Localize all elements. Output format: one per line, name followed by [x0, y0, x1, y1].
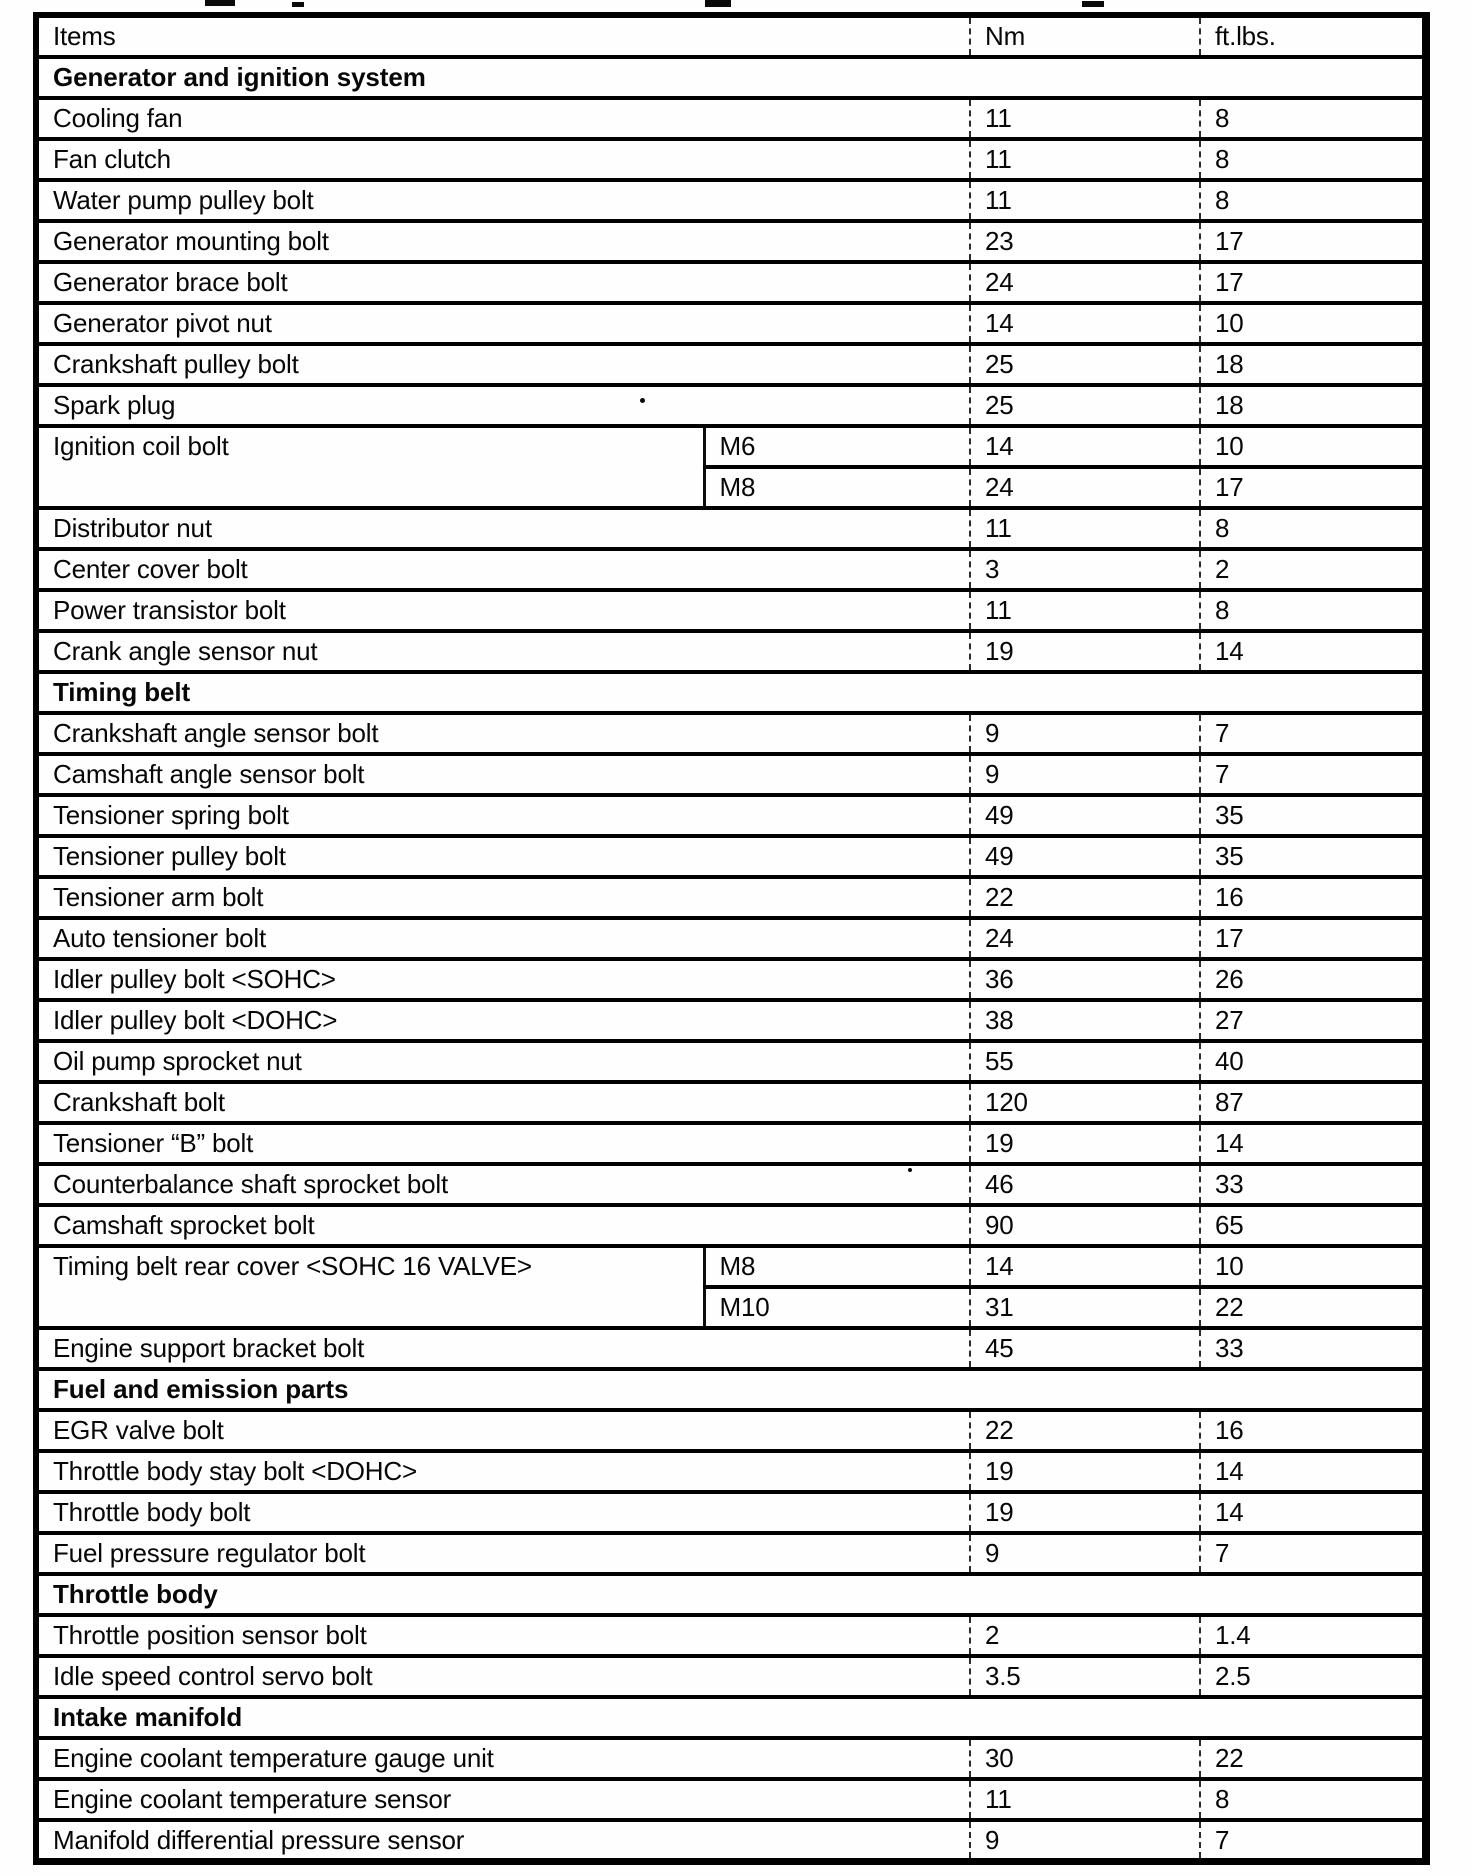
nm-cell: 90 [970, 1205, 1200, 1246]
ftlbs-cell: 18 [1200, 385, 1426, 426]
nm-cell: 30 [970, 1738, 1200, 1779]
table-row [36, 262, 1426, 303]
ftlbs-cell: 8 [1200, 139, 1426, 180]
ftlbs-cell: 2 [1200, 549, 1426, 590]
nm-cell: 49 [970, 836, 1200, 877]
nm-cell: 19 [970, 1451, 1200, 1492]
item-cell: Water pump pulley bolt [36, 180, 970, 221]
column-header-ftlbs: ft.lbs. [1200, 15, 1426, 57]
section-row [36, 672, 1426, 713]
section-row [36, 1697, 1426, 1738]
table-row [36, 1328, 1426, 1369]
table-row [36, 1246, 1426, 1287]
nm-cell: 9 [970, 713, 1200, 754]
item-cell: Cooling fan [36, 98, 970, 139]
ftlbs-cell: 17 [1200, 467, 1426, 508]
section-row [36, 57, 1426, 98]
table-header [36, 15, 1426, 57]
section-title: Fuel and emission parts [36, 1369, 1426, 1410]
nm-cell: 11 [970, 139, 1200, 180]
table-row [36, 795, 1426, 836]
ftlbs-cell: 17 [1200, 262, 1426, 303]
ftlbs-cell: 14 [1200, 1123, 1426, 1164]
sub-size-cell: M8 [704, 1246, 970, 1287]
table-row [36, 1410, 1426, 1451]
ftlbs-cell: 18 [1200, 344, 1426, 385]
table-row [36, 508, 1426, 549]
item-cell: Crankshaft angle sensor bolt [36, 713, 970, 754]
item-cell: Engine coolant temperature sensor [36, 1779, 970, 1820]
section-title: Timing belt [36, 672, 1426, 713]
scan-artifact [1082, 1, 1104, 7]
item-cell: Crankshaft bolt [36, 1082, 970, 1123]
nm-cell: 36 [970, 959, 1200, 1000]
table-row [36, 1738, 1426, 1779]
scan-artifact [292, 2, 304, 7]
table-row [36, 877, 1426, 918]
ftlbs-cell: 8 [1200, 180, 1426, 221]
item-cell: Generator brace bolt [36, 262, 970, 303]
table-row [36, 1779, 1426, 1820]
table-row [36, 180, 1426, 221]
header-row [36, 15, 1426, 57]
ftlbs-cell: 33 [1200, 1328, 1426, 1369]
nm-cell: 11 [970, 590, 1200, 631]
ftlbs-cell: 10 [1200, 1246, 1426, 1287]
table-row [36, 590, 1426, 631]
item-cell: Idle speed control servo bolt [36, 1656, 970, 1697]
nm-cell: 19 [970, 631, 1200, 672]
table-row [36, 1041, 1426, 1082]
nm-cell: 3 [970, 549, 1200, 590]
item-cell: Crankshaft pulley bolt [36, 344, 970, 385]
table-row [36, 918, 1426, 959]
section-title: Throttle body [36, 1574, 1426, 1615]
ftlbs-cell: 22 [1200, 1738, 1426, 1779]
item-cell: EGR valve bolt [36, 1410, 970, 1451]
item-cell: Auto tensioner bolt [36, 918, 970, 959]
item-cell: Crank angle sensor nut [36, 631, 970, 672]
nm-cell: 25 [970, 344, 1200, 385]
table-row [36, 836, 1426, 877]
table-row [36, 1656, 1426, 1697]
table-row [36, 385, 1426, 426]
ftlbs-cell: 35 [1200, 795, 1426, 836]
ftlbs-cell: 10 [1200, 303, 1426, 344]
ftlbs-cell: 2.5 [1200, 1656, 1426, 1697]
item-cell: Tensioner spring bolt [36, 795, 970, 836]
ftlbs-cell: 65 [1200, 1205, 1426, 1246]
ftlbs-cell: 27 [1200, 1000, 1426, 1041]
ftlbs-cell: 16 [1200, 1410, 1426, 1451]
ftlbs-cell: 40 [1200, 1041, 1426, 1082]
nm-cell: 38 [970, 1000, 1200, 1041]
nm-cell: 25 [970, 385, 1200, 426]
item-cell: Idler pulley bolt <SOHC> [36, 959, 970, 1000]
table-row [36, 344, 1426, 385]
item-cell: Generator pivot nut [36, 303, 970, 344]
table-row [36, 1615, 1426, 1656]
torque-spec-table [33, 12, 1430, 1865]
item-cell: Distributor nut [36, 508, 970, 549]
item-cell: Center cover bolt [36, 549, 970, 590]
nm-cell: 9 [970, 754, 1200, 795]
section-title: Generator and ignition system [36, 57, 1426, 98]
nm-cell: 11 [970, 508, 1200, 549]
nm-cell: 24 [970, 467, 1200, 508]
column-header-items: Items [53, 21, 116, 51]
nm-cell: 11 [970, 1779, 1200, 1820]
table-row [36, 1205, 1426, 1246]
item-cell: Spark plug [36, 385, 970, 426]
sub-size-cell: M6 [704, 426, 970, 467]
nm-cell: 14 [970, 303, 1200, 344]
item-cell: Counterbalance shaft sprocket bolt [36, 1164, 970, 1205]
item-cell: Engine support bracket bolt [36, 1328, 970, 1369]
item-cell: Fuel pressure regulator bolt [36, 1533, 970, 1574]
item-cell: Generator mounting bolt [36, 221, 970, 262]
sub-size-cell: M8 [704, 467, 970, 508]
item-cell: Idler pulley bolt <DOHC> [36, 1000, 970, 1041]
ftlbs-cell: 14 [1200, 631, 1426, 672]
item-cell: Ignition coil bolt [36, 426, 704, 508]
table-row [36, 1000, 1426, 1041]
nm-cell: 23 [970, 221, 1200, 262]
item-cell: Engine coolant temperature gauge unit [36, 1738, 970, 1779]
table-row [36, 631, 1426, 672]
table-row [36, 1451, 1426, 1492]
ftlbs-cell: 87 [1200, 1082, 1426, 1123]
item-cell: Throttle body bolt [36, 1492, 970, 1533]
ftlbs-cell: 7 [1200, 754, 1426, 795]
table-row [36, 1123, 1426, 1164]
section-row [36, 1574, 1426, 1615]
table-row [36, 754, 1426, 795]
table-row [36, 426, 1426, 467]
item-cell: Throttle body stay bolt <DOHC> [36, 1451, 970, 1492]
ftlbs-cell: 8 [1200, 1779, 1426, 1820]
nm-cell: 120 [970, 1082, 1200, 1123]
item-cell: Camshaft angle sensor bolt [36, 754, 970, 795]
nm-cell: 55 [970, 1041, 1200, 1082]
ftlbs-cell: 1.4 [1200, 1615, 1426, 1656]
table-row [36, 549, 1426, 590]
ftlbs-cell: 10 [1200, 426, 1426, 467]
ftlbs-cell: 8 [1200, 508, 1426, 549]
nm-cell: 22 [970, 1410, 1200, 1451]
ftlbs-cell: 8 [1200, 590, 1426, 631]
nm-cell: 19 [970, 1492, 1200, 1533]
nm-cell: 9 [970, 1820, 1200, 1861]
ftlbs-cell: 16 [1200, 877, 1426, 918]
table-row [36, 1820, 1426, 1861]
item-cell: Tensioner pulley bolt [36, 836, 970, 877]
scan-artifact [205, 0, 235, 6]
ftlbs-cell: 17 [1200, 221, 1426, 262]
column-header-nm: Nm [970, 15, 1200, 57]
section-row [36, 1369, 1426, 1410]
nm-cell: 46 [970, 1164, 1200, 1205]
table-row [36, 1533, 1426, 1574]
scan-artifact [705, 0, 731, 7]
item-cell: Camshaft sprocket bolt [36, 1205, 970, 1246]
table-body [36, 57, 1426, 1861]
item-cell: Fan clutch [36, 139, 970, 180]
ftlbs-cell: 8 [1200, 98, 1426, 139]
item-cell: Manifold differential pressure sensor [36, 1820, 970, 1861]
nm-cell: 9 [970, 1533, 1200, 1574]
table-row [36, 1082, 1426, 1123]
item-cell: Oil pump sprocket nut [36, 1041, 970, 1082]
nm-cell: 11 [970, 98, 1200, 139]
nm-cell: 22 [970, 877, 1200, 918]
item-cell: Timing belt rear cover <SOHC 16 VALVE> [36, 1246, 704, 1328]
ftlbs-cell: 26 [1200, 959, 1426, 1000]
item-cell: Tensioner “B” bolt [36, 1123, 970, 1164]
ftlbs-cell: 17 [1200, 918, 1426, 959]
table-row [36, 139, 1426, 180]
ftlbs-cell: 35 [1200, 836, 1426, 877]
table-row [36, 303, 1426, 344]
table-row [36, 221, 1426, 262]
nm-cell: 3.5 [970, 1656, 1200, 1697]
sub-size-cell: M10 [704, 1287, 970, 1328]
nm-cell: 24 [970, 262, 1200, 303]
item-cell: Throttle position sensor bolt [36, 1615, 970, 1656]
nm-cell: 14 [970, 1246, 1200, 1287]
nm-cell: 49 [970, 795, 1200, 836]
ftlbs-cell: 22 [1200, 1287, 1426, 1328]
ftlbs-cell: 7 [1200, 713, 1426, 754]
nm-cell: 24 [970, 918, 1200, 959]
ftlbs-cell: 7 [1200, 1533, 1426, 1574]
nm-cell: 14 [970, 426, 1200, 467]
ftlbs-cell: 33 [1200, 1164, 1426, 1205]
section-title: Intake manifold [36, 1697, 1426, 1738]
ftlbs-cell: 7 [1200, 1820, 1426, 1861]
nm-cell: 19 [970, 1123, 1200, 1164]
nm-cell: 31 [970, 1287, 1200, 1328]
table-row [36, 1492, 1426, 1533]
item-cell: Power transistor bolt [36, 590, 970, 631]
ftlbs-cell: 14 [1200, 1492, 1426, 1533]
table-row [36, 713, 1426, 754]
table-row [36, 959, 1426, 1000]
ftlbs-cell: 14 [1200, 1451, 1426, 1492]
nm-cell: 2 [970, 1615, 1200, 1656]
nm-cell: 11 [970, 180, 1200, 221]
table-row [36, 98, 1426, 139]
table-row [36, 1164, 1426, 1205]
nm-cell: 45 [970, 1328, 1200, 1369]
item-cell: Tensioner arm bolt [36, 877, 970, 918]
